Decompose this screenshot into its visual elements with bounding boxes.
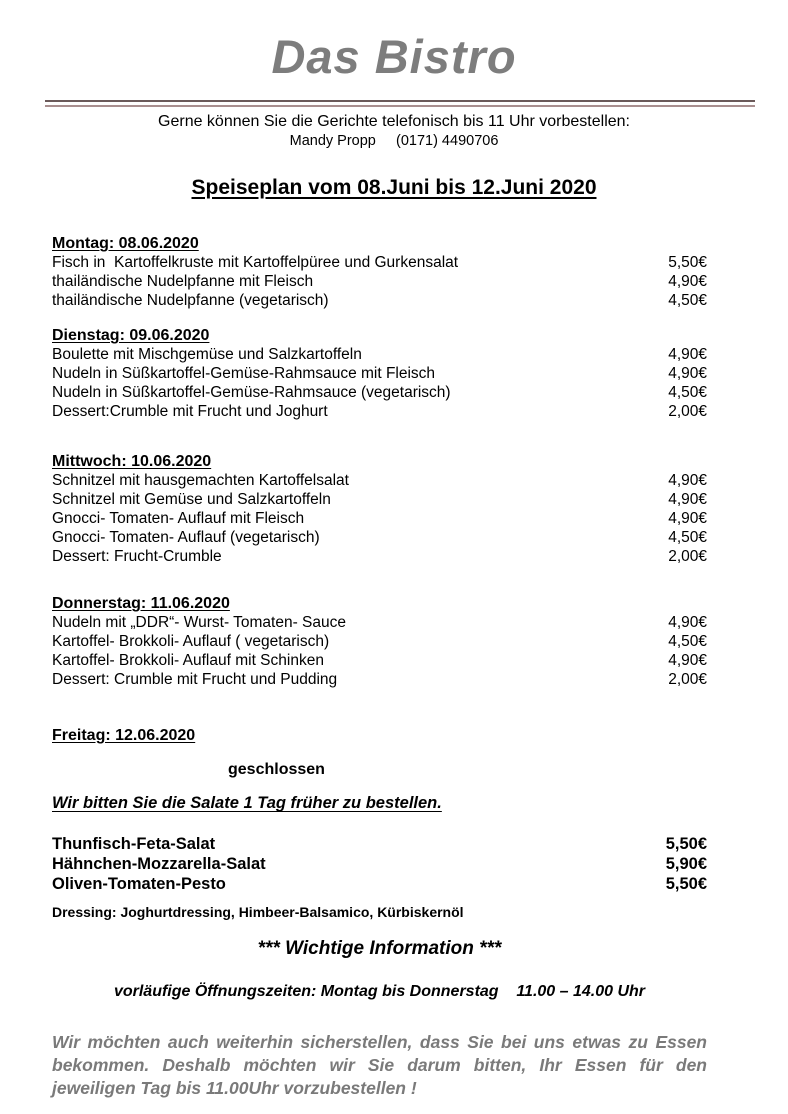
salad-price: 5,90€ (665, 855, 707, 873)
dish-name: Schnitzel mit Gemüse und Salzkartoffeln (52, 491, 331, 508)
salad-price: 5,50€ (665, 835, 707, 853)
dish-price: 4,90€ (668, 614, 707, 631)
dish-price: 4,90€ (668, 491, 707, 508)
salad-name: Hähnchen-Mozzarella-Salat (52, 855, 266, 873)
dish-price: 4,90€ (668, 346, 707, 363)
menu-row (52, 291, 707, 310)
dish-price: 4,50€ (668, 292, 707, 309)
day-title-dienstag: Dienstag: 09.06.2020 (52, 327, 210, 344)
menu-row (52, 490, 707, 509)
dish-name: Nudeln in Süßkartoffel-Gemüse-Rahmsauce (vegetarisch) (52, 384, 451, 401)
dish-price: 4,90€ (668, 365, 707, 382)
menu-row (52, 547, 707, 566)
dish-name: thailändische Nudelpfanne mit Fleisch (52, 273, 314, 290)
menu-row (52, 383, 707, 402)
dish-name: Kartoffel- Brokkoli- Auflauf ( vegetarisch) (52, 633, 330, 650)
dish-name: Dessert: Crumble mit Frucht und Pudding (52, 671, 338, 688)
menu-row (52, 345, 707, 364)
dish-name: Dessert: Frucht-Crumble (52, 548, 222, 565)
menu-row (52, 364, 707, 383)
dish-name: Dessert:Crumble mit Frucht und Joghurt (52, 403, 328, 420)
menu-row (52, 651, 707, 670)
menu-row (52, 613, 707, 632)
day-title-freitag: Freitag: 12.06.2020 (52, 727, 196, 744)
day-section-donnerstag (52, 594, 707, 689)
dish-price: 4,50€ (668, 384, 707, 401)
salad-row (52, 834, 707, 854)
menu-row (52, 509, 707, 528)
salad-list (52, 834, 707, 894)
dish-name: Gnocci- Tomaten- Auflauf (vegetarisch) (52, 529, 320, 546)
dish-name: Nudeln in Süßkartoffel-Gemüse-Rahmsauce mit Fleisch (52, 365, 436, 382)
dish-price: 2,00€ (668, 403, 707, 420)
important-info-heading: *** Wichtige Information *** (257, 938, 502, 959)
dish-price: 2,00€ (668, 671, 707, 688)
dish-name: Boulette mit Mischgemüse und Salzkartoffeln (52, 346, 362, 363)
dish-price: 4,90€ (668, 472, 707, 489)
day-title-montag: Montag: 08.06.2020 (52, 235, 199, 252)
salad-price: 5,50€ (665, 875, 707, 893)
dressing-note: Dressing: Joghurtdressing, Himbeer-Balsamico, Kürbiskernöl (52, 904, 464, 920)
menu-row (52, 528, 707, 547)
day-section-montag (52, 234, 707, 310)
menu-row (52, 272, 707, 291)
page-title: Das Bistro (271, 30, 517, 83)
salad-name: Thunfisch-Feta-Salat (52, 835, 216, 853)
preorder-note: Gerne können Sie die Gerichte telefonisch bis 11 Uhr vorbestellen: (158, 113, 630, 130)
day-section-freitag (52, 726, 707, 779)
preorder-notice: Wir möchten auch weiterhin sicherstellen, dass Sie bei uns etwas zu Essen bekommen. Deshalb möchten wir Sie darum bitten, Ihr Essen für den jeweiligen Tag bis 11.00Uhr vorzubestellen ! (52, 1032, 707, 1098)
menu-row (52, 253, 707, 272)
day-title-donnerstag: Donnerstag: 11.06.2020 (52, 595, 230, 612)
menu-row (52, 471, 707, 490)
day-section-mittwoch (52, 452, 707, 566)
menu-row (52, 670, 707, 689)
day-title-mittwoch: Mittwoch: 10.06.2020 (52, 453, 212, 470)
dish-price: 4,90€ (668, 652, 707, 669)
day-section-dienstag (52, 326, 707, 421)
dish-name: Nudeln mit „DDR“- Wurst- Tomaten- Sauce (52, 614, 347, 631)
dish-name: Gnocci- Tomaten- Auflauf mit Fleisch (52, 510, 305, 527)
dish-name: Kartoffel- Brokkoli- Auflauf mit Schinken (52, 652, 324, 669)
dish-price: 4,50€ (668, 633, 707, 650)
dish-price: 4,90€ (668, 510, 707, 527)
salad-order-note: Wir bitten Sie die Salate 1 Tag früher zu bestellen. (52, 794, 442, 812)
menu-row (52, 632, 707, 651)
dish-price: 4,50€ (668, 529, 707, 546)
menu-row (52, 402, 707, 421)
salad-name: Oliven-Tomaten-Pesto (52, 875, 226, 893)
dish-price: 5,50€ (668, 254, 707, 271)
plan-heading: Speiseplan vom 08.Juni bis 12.Juni 2020 (191, 176, 597, 199)
menu-body (0, 234, 788, 1100)
dish-name: thailändische Nudelpfanne (vegetarisch) (52, 292, 329, 309)
dish-name: Fisch in Kartoffelkruste mit Kartoffelpüree und Gurkensalat (52, 254, 459, 271)
salad-row (52, 854, 707, 874)
friday-status: geschlossen (228, 761, 325, 778)
contact-line: Mandy Propp (0171) 4490706 (289, 133, 499, 149)
opening-hours: vorläufige Öffnungszeiten: Montag bis Donnerstag 11.00 – 14.00 Uhr (113, 983, 646, 1000)
dish-name: Schnitzel mit hausgemachten Kartoffelsalat (52, 472, 349, 489)
salad-row (52, 874, 707, 894)
header-divider (45, 100, 755, 107)
dish-price: 4,90€ (668, 273, 707, 290)
dish-price: 2,00€ (668, 548, 707, 565)
